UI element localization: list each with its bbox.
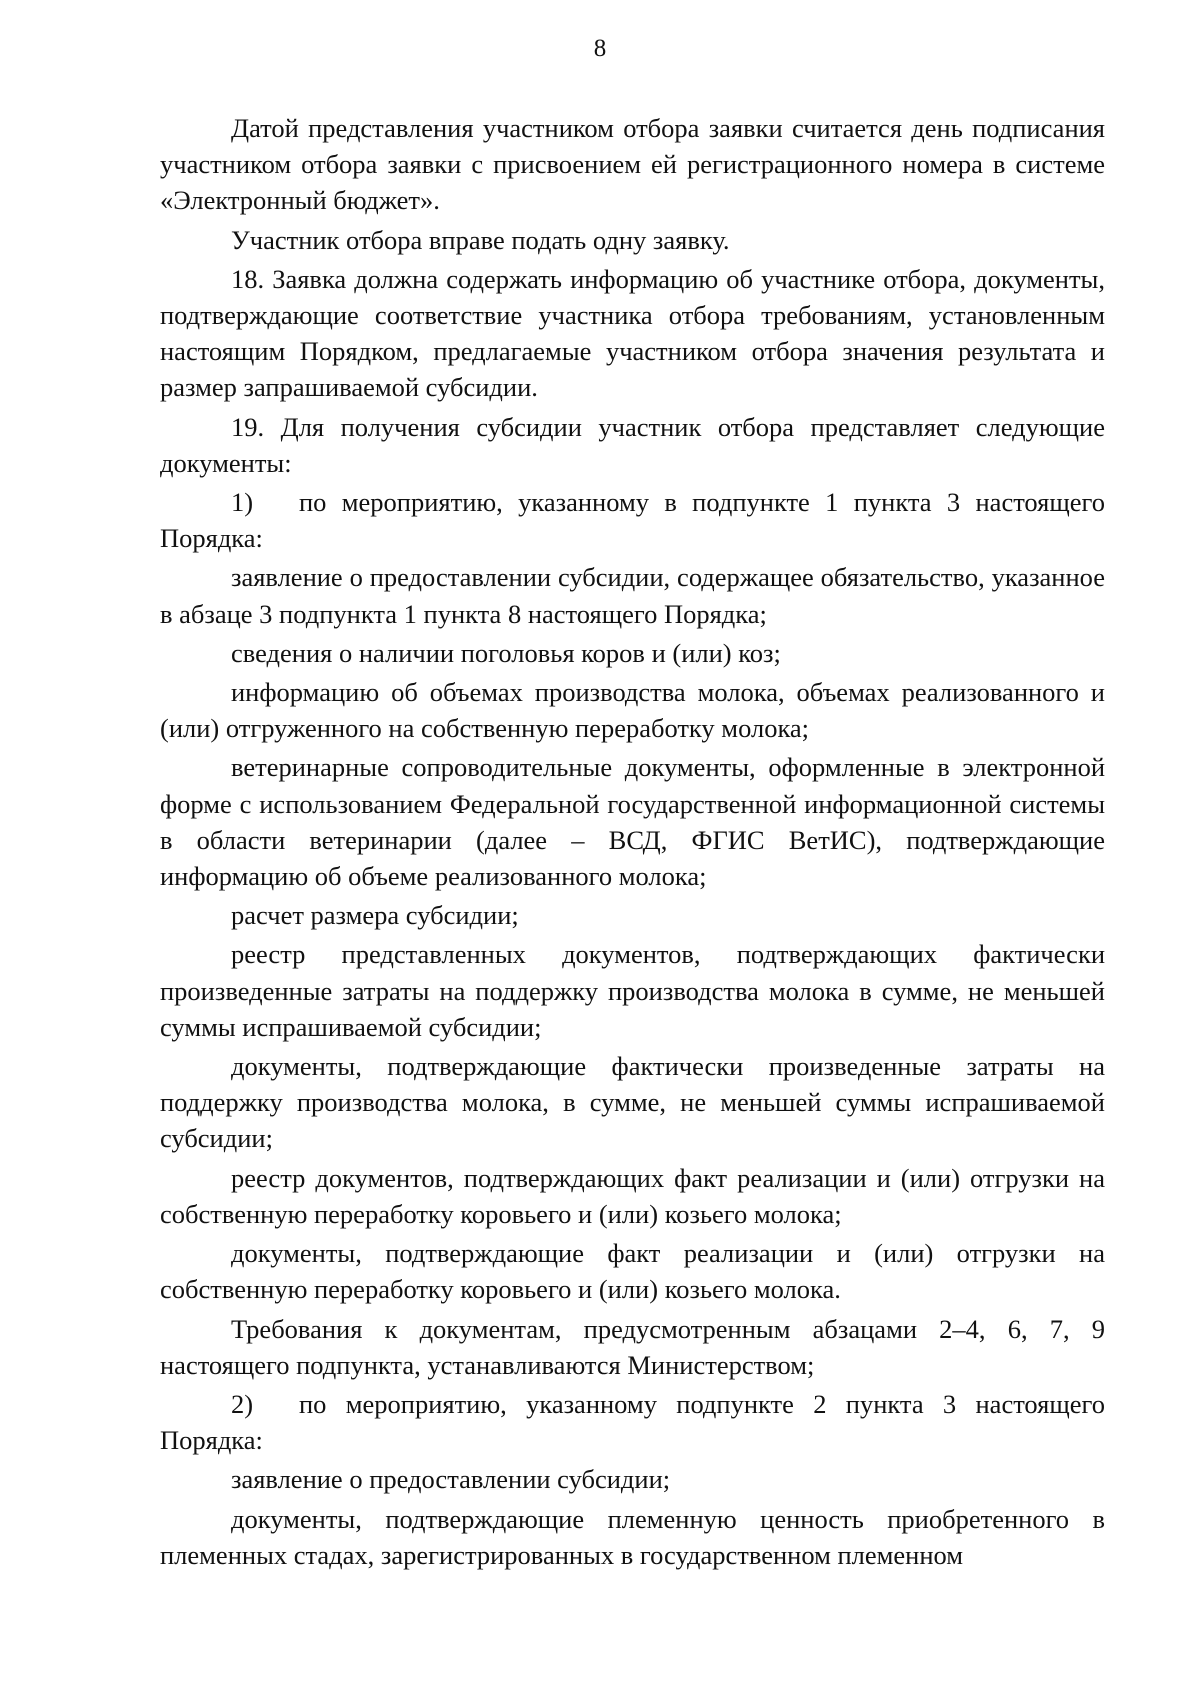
subitem-1-number: 1) (231, 487, 254, 518)
item1-paragraph: информацию об объемах производства молока, объемах реализованного и (или) отгруженного на собственную переработку молока; (160, 677, 1105, 744)
paragraph-18: 18. Заявка должна содержать информацию об участнике отбора, документы, подтверждающие соответствие участника отбора требованиям, установленным настоящим Порядком, предлагаемые участником отбора значения результата и размер запрашиваемой субсидии. (160, 263, 1105, 403)
item1-paragraph: заявление о предоставлении субсидии, содержащее обязательство, указанное в абзаце 3 подпункта 1 пункта 8 настоящего Порядка; (160, 562, 1105, 629)
paragraph-one-application: Участник отбора вправе подать одну заявку. (231, 224, 730, 255)
item1-paragraph: документы, подтверждающие фактически произведенные затраты на поддержку производства молока, в сумме, не меньшей суммы испрашиваемой субсидии; (160, 1051, 1105, 1154)
subitem-1-text: по мероприятию, указанному в подпункте 1 пункта 3 настоящего Порядка: (160, 487, 1105, 554)
item1-paragraph: Требования к документам, предусмотренным абзацами 2–4, 6, 7, 9 настоящего подпункта, устанавливаются Министерством; (160, 1313, 1105, 1380)
document-body (160, 110, 1105, 1576)
item2-paragraph: документы, подтверждающие племенную ценность приобретенного в племенных стадах, зарегистрированных в государственном племенном (160, 1503, 1105, 1570)
subitem-2-text: по мероприятию, указанному подпункте 2 пункта 3 настоящего Порядка: (160, 1388, 1105, 1456)
subitem-2 (160, 1386, 1105, 1458)
item1-paragraph: расчет размера субсидии; (231, 900, 519, 931)
item1-paragraph: документы, подтверждающие факт реализации и (или) отгрузки на собственную переработку коровьего и (или) козьего молока. (160, 1238, 1105, 1305)
paragraph-submission-date: Датой представления участником отбора заявки считается день подписания участником отбора заявки с присвоением ей регистрационного номера в системе «Электронный бюджет». (160, 113, 1105, 216)
item1-paragraph: реестр документов, подтверждающих факт реализации и (или) отгрузки на собственную переработку коровьего и (или) козьего молока; (160, 1162, 1105, 1229)
page-number: 8 (593, 35, 607, 62)
subitem-1 (160, 484, 1105, 556)
subitem-2-number: 2) (231, 1388, 254, 1419)
item2-paragraph: заявление о предоставлении субсидии; (231, 1464, 671, 1495)
item1-paragraph: ветеринарные сопроводительные документы, оформленные в электронной форме с использованием Федеральной государственной информационной системы в области ветеринарии (далее – ВСД, ФГИС ВетИС), подтверждающие информацию об объеме реализованного молока; (160, 752, 1105, 892)
item1-paragraph: реестр представленных документов, подтверждающих фактически произведенные затраты на поддержку производства молока в сумме, не меньшей суммы испрашиваемой субсидии; (160, 939, 1105, 1042)
item1-paragraph: сведения о наличии поголовья коров и (или) коз; (231, 637, 781, 668)
paragraph-19: 19. Для получения субсидии участник отбора представляет следующие документы: (160, 411, 1105, 478)
